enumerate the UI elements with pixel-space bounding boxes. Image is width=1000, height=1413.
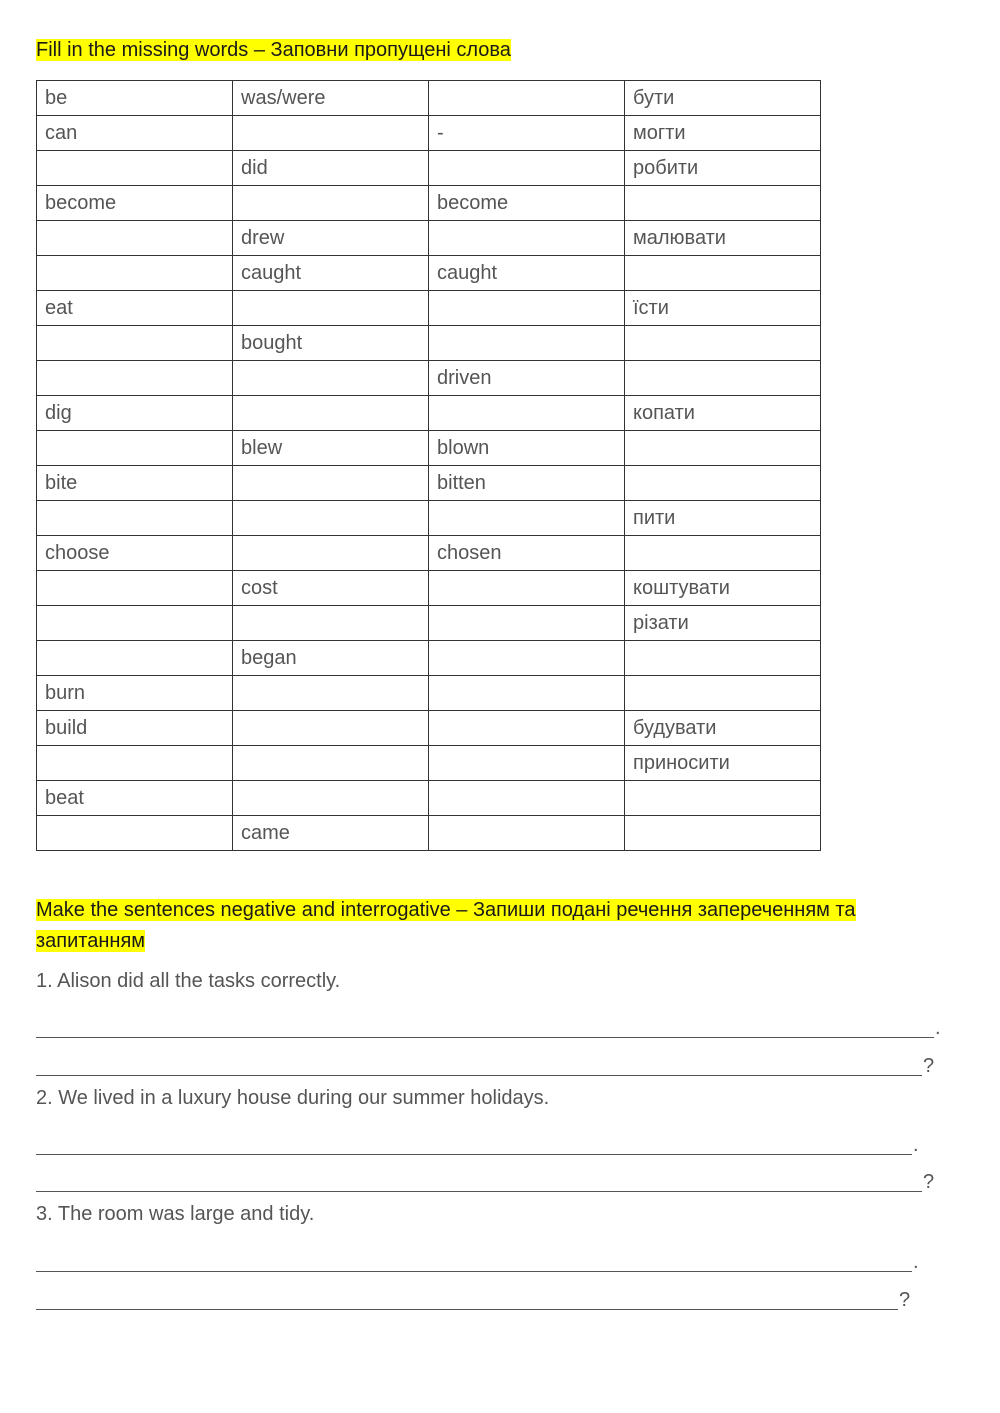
cell-past-simple: blew xyxy=(233,431,429,466)
cell-infinitive[interactable] xyxy=(37,361,233,396)
cell-past-simple[interactable] xyxy=(233,186,429,221)
table-row xyxy=(37,221,821,256)
line-end-period: . xyxy=(935,1017,941,1039)
cell-translation[interactable] xyxy=(625,466,821,501)
section-1-heading-text: Fill in the missing words – Заповни пропущені слова xyxy=(36,39,511,61)
sentence-3: 3. The room was large and tidy. xyxy=(36,1203,315,1225)
cell-past-simple[interactable] xyxy=(233,536,429,571)
cell-past-simple[interactable] xyxy=(233,466,429,501)
line-end-question-mark: ? xyxy=(923,1055,935,1077)
cell-infinitive: choose xyxy=(37,536,233,571)
answer-line-3-question[interactable] xyxy=(36,1288,910,1310)
cell-past-simple: caught xyxy=(233,256,429,291)
table-row xyxy=(37,536,821,571)
answer-line-2-negative[interactable] xyxy=(36,1133,919,1155)
cell-translation[interactable] xyxy=(625,256,821,291)
cell-infinitive[interactable] xyxy=(37,641,233,676)
answer-rule[interactable] xyxy=(36,1288,898,1310)
cell-infinitive: dig xyxy=(37,396,233,431)
cell-infinitive: build xyxy=(37,711,233,746)
cell-past-participle[interactable] xyxy=(429,571,625,606)
cell-past-simple: drew xyxy=(233,221,429,256)
cell-past-simple[interactable] xyxy=(233,396,429,431)
line-end-period: . xyxy=(913,1251,919,1273)
cell-past-participle[interactable] xyxy=(429,291,625,326)
cell-past-participle: become xyxy=(429,186,625,221)
table-row xyxy=(37,116,821,151)
section-2-heading xyxy=(36,895,936,957)
answer-rule[interactable] xyxy=(36,1054,922,1076)
cell-infinitive[interactable] xyxy=(37,571,233,606)
cell-past-participle[interactable] xyxy=(429,326,625,361)
cell-past-participle[interactable] xyxy=(429,641,625,676)
table-row xyxy=(37,326,821,361)
table-row xyxy=(37,571,821,606)
answer-line-2-question[interactable] xyxy=(36,1170,934,1192)
cell-past-simple[interactable] xyxy=(233,361,429,396)
answer-line-1-negative[interactable] xyxy=(36,1016,941,1038)
table-row xyxy=(37,641,821,676)
table-row xyxy=(37,361,821,396)
table-row xyxy=(37,291,821,326)
cell-past-simple[interactable] xyxy=(233,676,429,711)
table-row xyxy=(37,711,821,746)
cell-translation: могти xyxy=(625,116,821,151)
cell-past-participle: chosen xyxy=(429,536,625,571)
cell-past-participle[interactable] xyxy=(429,781,625,816)
cell-past-simple[interactable] xyxy=(233,291,429,326)
cell-past-simple[interactable] xyxy=(233,116,429,151)
table-row xyxy=(37,396,821,431)
table-row xyxy=(37,431,821,466)
cell-infinitive[interactable] xyxy=(37,746,233,781)
cell-translation: приносити xyxy=(625,746,821,781)
table-row xyxy=(37,256,821,291)
cell-translation: різати xyxy=(625,606,821,641)
answer-line-3-negative[interactable] xyxy=(36,1250,919,1272)
cell-past-participle: blown xyxy=(429,431,625,466)
line-end-question-mark: ? xyxy=(923,1171,935,1193)
line-end-question-mark: ? xyxy=(899,1289,911,1311)
cell-past-participle[interactable] xyxy=(429,221,625,256)
cell-translation[interactable] xyxy=(625,816,821,851)
cell-infinitive: eat xyxy=(37,291,233,326)
cell-translation[interactable] xyxy=(625,326,821,361)
table-row xyxy=(37,606,821,641)
cell-past-simple[interactable] xyxy=(233,606,429,641)
line-end-period: . xyxy=(913,1134,919,1156)
cell-infinitive: beat xyxy=(37,781,233,816)
cell-infinitive: be xyxy=(37,81,233,116)
table-row xyxy=(37,676,821,711)
cell-past-participle[interactable] xyxy=(429,396,625,431)
cell-past-participle[interactable] xyxy=(429,81,625,116)
cell-past-simple: came xyxy=(233,816,429,851)
cell-past-participle[interactable] xyxy=(429,711,625,746)
cell-translation[interactable] xyxy=(625,676,821,711)
cell-infinitive: can xyxy=(37,116,233,151)
cell-translation: пити xyxy=(625,501,821,536)
table-row xyxy=(37,501,821,536)
table-row xyxy=(37,781,821,816)
cell-past-participle: driven xyxy=(429,361,625,396)
answer-rule[interactable] xyxy=(36,1250,912,1272)
answer-rule[interactable] xyxy=(36,1170,922,1192)
table-row xyxy=(37,466,821,501)
table-row xyxy=(37,151,821,186)
answer-rule[interactable] xyxy=(36,1133,912,1155)
cell-past-participle[interactable] xyxy=(429,676,625,711)
cell-past-simple: did xyxy=(233,151,429,186)
cell-translation[interactable] xyxy=(625,186,821,221)
cell-translation: будувати xyxy=(625,711,821,746)
cell-translation[interactable] xyxy=(625,781,821,816)
cell-translation[interactable] xyxy=(625,361,821,396)
cell-past-participle[interactable] xyxy=(429,816,625,851)
answer-rule[interactable] xyxy=(36,1016,934,1038)
cell-translation: коштувати xyxy=(625,571,821,606)
sentence-1: 1. Alison did all the tasks correctly. xyxy=(36,970,341,992)
cell-translation[interactable] xyxy=(625,431,821,466)
cell-past-participle[interactable] xyxy=(429,151,625,186)
cell-translation[interactable] xyxy=(625,536,821,571)
cell-past-simple: bought xyxy=(233,326,429,361)
cell-infinitive: burn xyxy=(37,676,233,711)
cell-infinitive[interactable] xyxy=(37,431,233,466)
sentence-2: 2. We lived in a luxury house during our summer holidays. xyxy=(36,1087,550,1109)
cell-past-participle[interactable] xyxy=(429,746,625,781)
cell-infinitive[interactable] xyxy=(37,326,233,361)
answer-line-1-question[interactable] xyxy=(36,1054,934,1076)
cell-past-simple: cost xyxy=(233,571,429,606)
cell-infinitive: bite xyxy=(37,466,233,501)
section-2-heading-text: Make the sentences negative and interrogative – Запиши подані речення запереченням та запитанням xyxy=(36,899,856,952)
cell-past-participle: caught xyxy=(429,256,625,291)
cell-infinitive[interactable] xyxy=(37,151,233,186)
cell-past-simple[interactable] xyxy=(233,781,429,816)
verb-table xyxy=(36,80,821,851)
table-row xyxy=(37,186,821,221)
cell-past-participle: - xyxy=(429,116,625,151)
cell-translation[interactable] xyxy=(625,641,821,676)
cell-past-participle[interactable] xyxy=(429,606,625,641)
cell-infinitive[interactable] xyxy=(37,501,233,536)
cell-translation: малювати xyxy=(625,221,821,256)
cell-past-participle: bitten xyxy=(429,466,625,501)
cell-past-simple: began xyxy=(233,641,429,676)
section-1-heading xyxy=(36,35,511,66)
cell-past-simple: was/were xyxy=(233,81,429,116)
cell-infinitive[interactable] xyxy=(37,256,233,291)
cell-infinitive: become xyxy=(37,186,233,221)
table-row xyxy=(37,746,821,781)
cell-past-simple[interactable] xyxy=(233,746,429,781)
cell-past-simple[interactable] xyxy=(233,711,429,746)
cell-translation: копати xyxy=(625,396,821,431)
cell-past-simple[interactable] xyxy=(233,501,429,536)
cell-translation: бути xyxy=(625,81,821,116)
cell-infinitive[interactable] xyxy=(37,606,233,641)
cell-past-participle[interactable] xyxy=(429,501,625,536)
table-row xyxy=(37,816,821,851)
cell-translation: їсти xyxy=(625,291,821,326)
table-row xyxy=(37,81,821,116)
cell-infinitive[interactable] xyxy=(37,221,233,256)
cell-translation: робити xyxy=(625,151,821,186)
cell-infinitive[interactable] xyxy=(37,816,233,851)
